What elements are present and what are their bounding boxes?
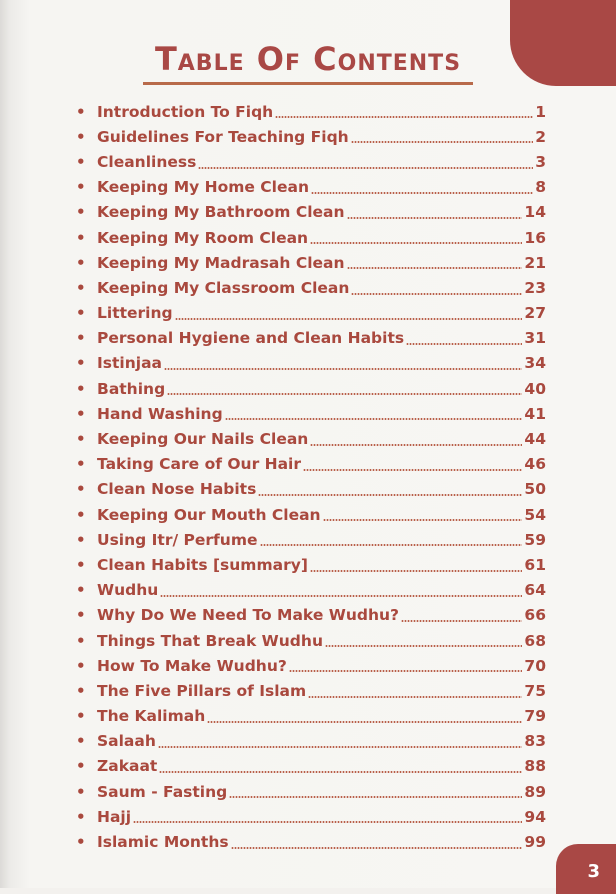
toc-entry[interactable]: [76, 829, 546, 854]
toc-entry-title: Hand Washing: [97, 404, 223, 423]
toc-entry-title: Clean Nose Habits: [97, 480, 257, 499]
bullet-icon: •: [76, 606, 86, 625]
toc-entry-page: 40: [524, 379, 546, 398]
bullet-icon: •: [76, 530, 86, 549]
toc-entry[interactable]: [76, 326, 546, 351]
toc-entry-title: How To Make Wudhu?: [97, 656, 287, 675]
toc-entry[interactable]: [76, 729, 546, 754]
bullet-icon: •: [76, 505, 86, 524]
dot-leader: [229, 796, 522, 798]
toc-entry-page: 31: [524, 329, 546, 348]
toc-entry-title: Keeping My Classroom Clean: [97, 278, 350, 297]
dot-leader: [275, 116, 533, 118]
dot-leader: [310, 570, 523, 572]
toc-entry[interactable]: [76, 175, 546, 200]
bullet-icon: •: [76, 707, 86, 726]
toc-entry[interactable]: [76, 754, 546, 779]
bullet-icon: •: [76, 555, 86, 574]
toc-entry-title: Using Itr/ Perfume: [97, 530, 258, 549]
toc-entry-title: Wudhu: [97, 581, 159, 600]
toc-entry-page: 94: [524, 807, 546, 826]
toc-entry[interactable]: [76, 99, 546, 124]
toc-entry-title: Salaah: [97, 732, 156, 751]
toc-entry-page: 75: [524, 681, 546, 700]
toc-entry-title: The Five Pillars of Islam: [97, 681, 307, 700]
dot-leader: [325, 645, 522, 647]
toc-entry[interactable]: [76, 376, 546, 401]
toc-entry[interactable]: [76, 301, 546, 326]
toc-entry[interactable]: [76, 527, 546, 552]
table-of-contents: [76, 99, 546, 855]
bullet-icon: •: [76, 732, 86, 751]
bullet-icon: •: [76, 430, 86, 449]
dot-leader: [347, 267, 523, 269]
dot-leader: [347, 217, 523, 219]
toc-entry[interactable]: [76, 149, 546, 174]
toc-entry-page: 23: [524, 278, 546, 297]
toc-entry[interactable]: [76, 351, 546, 376]
toc-entry-page: 88: [524, 757, 546, 776]
toc-entry-page: 34: [524, 354, 546, 373]
toc-entry[interactable]: [76, 124, 546, 149]
bullet-icon: •: [76, 480, 86, 499]
dot-leader: [303, 469, 522, 471]
dot-leader: [351, 141, 534, 143]
bullet-icon: •: [76, 329, 86, 348]
page-title: Table Of Contents: [154, 40, 462, 78]
toc-entry[interactable]: [76, 804, 546, 829]
dot-leader: [401, 620, 522, 622]
toc-entry-page: 16: [524, 228, 546, 247]
bullet-icon: •: [76, 178, 86, 197]
bullet-icon: •: [76, 782, 86, 801]
toc-entry-page: 68: [524, 631, 546, 650]
title-underline: [143, 82, 473, 85]
toc-entry-title: Bathing: [97, 379, 166, 398]
toc-entry[interactable]: [76, 452, 546, 477]
toc-entry-page: 46: [524, 455, 546, 474]
toc-entry[interactable]: [76, 426, 546, 451]
toc-entry-page: 44: [524, 430, 546, 449]
toc-entry-page: 66: [524, 606, 546, 625]
toc-entry-page: 8: [535, 178, 546, 197]
toc-entry-page: 83: [524, 732, 546, 751]
toc-entry-page: 54: [524, 505, 546, 524]
bullet-icon: •: [76, 631, 86, 650]
dot-leader: [207, 721, 522, 723]
page-number: 3: [587, 861, 600, 882]
toc-entry-page: 27: [524, 304, 546, 323]
toc-entry[interactable]: [76, 578, 546, 603]
toc-entry-title: Keeping My Home Clean: [97, 178, 309, 197]
toc-entry-title: Why Do We Need To Make Wudhu?: [97, 606, 400, 625]
bullet-icon: •: [76, 228, 86, 247]
dot-leader: [406, 343, 522, 345]
dot-leader: [158, 746, 523, 748]
toc-entry-title: Introduction To Fiqh: [97, 102, 274, 121]
toc-entry-title: Zakaat: [97, 757, 158, 776]
bullet-icon: •: [76, 102, 86, 121]
toc-entry-page: 64: [524, 581, 546, 600]
toc-entry[interactable]: [76, 225, 546, 250]
toc-entry[interactable]: [76, 200, 546, 225]
toc-entry-title: Keeping Our Nails Clean: [97, 430, 309, 449]
dot-leader: [160, 595, 522, 597]
toc-entry-title: Keeping My Bathroom Clean: [97, 203, 345, 222]
dot-leader: [231, 847, 523, 849]
toc-entry-title: Keeping Our Mouth Clean: [97, 505, 321, 524]
bullet-icon: •: [76, 127, 86, 146]
bullet-icon: •: [76, 455, 86, 474]
toc-entry-title: Taking Care of Our Hair: [97, 455, 301, 474]
toc-entry[interactable]: [76, 628, 546, 653]
dot-leader: [133, 821, 522, 823]
toc-entry-page: 89: [524, 782, 546, 801]
toc-entry-page: 3: [535, 152, 546, 171]
toc-entry-title: Keeping My Madrasah Clean: [97, 253, 345, 272]
dot-leader: [225, 418, 523, 420]
page-number-tab: [556, 844, 616, 894]
bullet-icon: •: [76, 354, 86, 373]
toc-entry-title: Guidelines For Teaching Fiqh: [97, 127, 349, 146]
dot-leader: [311, 192, 533, 194]
toc-entry[interactable]: [76, 653, 546, 678]
bullet-icon: •: [76, 278, 86, 297]
bullet-icon: •: [76, 152, 86, 171]
toc-entry-title: Littering: [97, 304, 173, 323]
toc-entry[interactable]: [76, 552, 546, 577]
bullet-icon: •: [76, 253, 86, 272]
toc-entry[interactable]: [76, 678, 546, 703]
toc-entry-title: Cleanliness: [97, 152, 197, 171]
toc-entry-title: Things That Break Wudhu: [97, 631, 323, 650]
toc-entry-title: Istinjaa: [97, 354, 162, 373]
toc-entry[interactable]: [76, 401, 546, 426]
toc-entry-title: Personal Hygiene and Clean Habits: [97, 329, 405, 348]
toc-entry-page: 70: [524, 656, 546, 675]
bullet-icon: •: [76, 807, 86, 826]
toc-entry-page: 61: [524, 555, 546, 574]
dot-leader: [308, 696, 522, 698]
dot-leader: [198, 167, 533, 169]
toc-entry-title: Clean Habits [summary]: [97, 555, 308, 574]
toc-entry-page: 99: [524, 833, 546, 852]
bullet-icon: •: [76, 581, 86, 600]
toc-entry-title: The Kalimah: [97, 707, 206, 726]
toc-entry-page: 79: [524, 707, 546, 726]
toc-entry[interactable]: [76, 275, 546, 300]
bullet-icon: •: [76, 404, 86, 423]
dot-leader: [167, 393, 522, 395]
bullet-icon: •: [76, 681, 86, 700]
dot-leader: [159, 771, 522, 773]
dot-leader: [310, 444, 522, 446]
toc-entry-page: 21: [524, 253, 546, 272]
toc-entry-page: 50: [524, 480, 546, 499]
dot-leader: [289, 670, 523, 672]
bullet-icon: •: [76, 203, 86, 222]
dot-leader: [323, 519, 523, 521]
dot-leader: [164, 368, 522, 370]
bullet-icon: •: [76, 304, 86, 323]
toc-entry[interactable]: [76, 250, 546, 275]
toc-entry[interactable]: [76, 779, 546, 804]
dot-leader: [351, 293, 522, 295]
toc-entry-page: 41: [524, 404, 546, 423]
toc-entry-page: 2: [535, 127, 546, 146]
toc-entry-title: Hajj: [97, 807, 132, 826]
toc-entry[interactable]: [76, 477, 546, 502]
toc-entry-title: Islamic Months: [97, 833, 229, 852]
toc-entry-page: 59: [524, 530, 546, 549]
toc-entry[interactable]: [76, 603, 546, 628]
dot-leader: [175, 318, 523, 320]
dot-leader: [310, 242, 522, 244]
toc-entry-title: Keeping My Room Clean: [97, 228, 309, 247]
toc-entry-page: 14: [524, 203, 546, 222]
bullet-icon: •: [76, 379, 86, 398]
toc-entry-page: 1: [535, 102, 546, 121]
toc-entry[interactable]: [76, 704, 546, 729]
toc-entry[interactable]: [76, 502, 546, 527]
toc-entry-title: Saum - Fasting: [97, 782, 228, 801]
bullet-icon: •: [76, 757, 86, 776]
bullet-icon: •: [76, 656, 86, 675]
bullet-icon: •: [76, 833, 86, 852]
dot-leader: [258, 494, 522, 496]
dot-leader: [260, 544, 523, 546]
